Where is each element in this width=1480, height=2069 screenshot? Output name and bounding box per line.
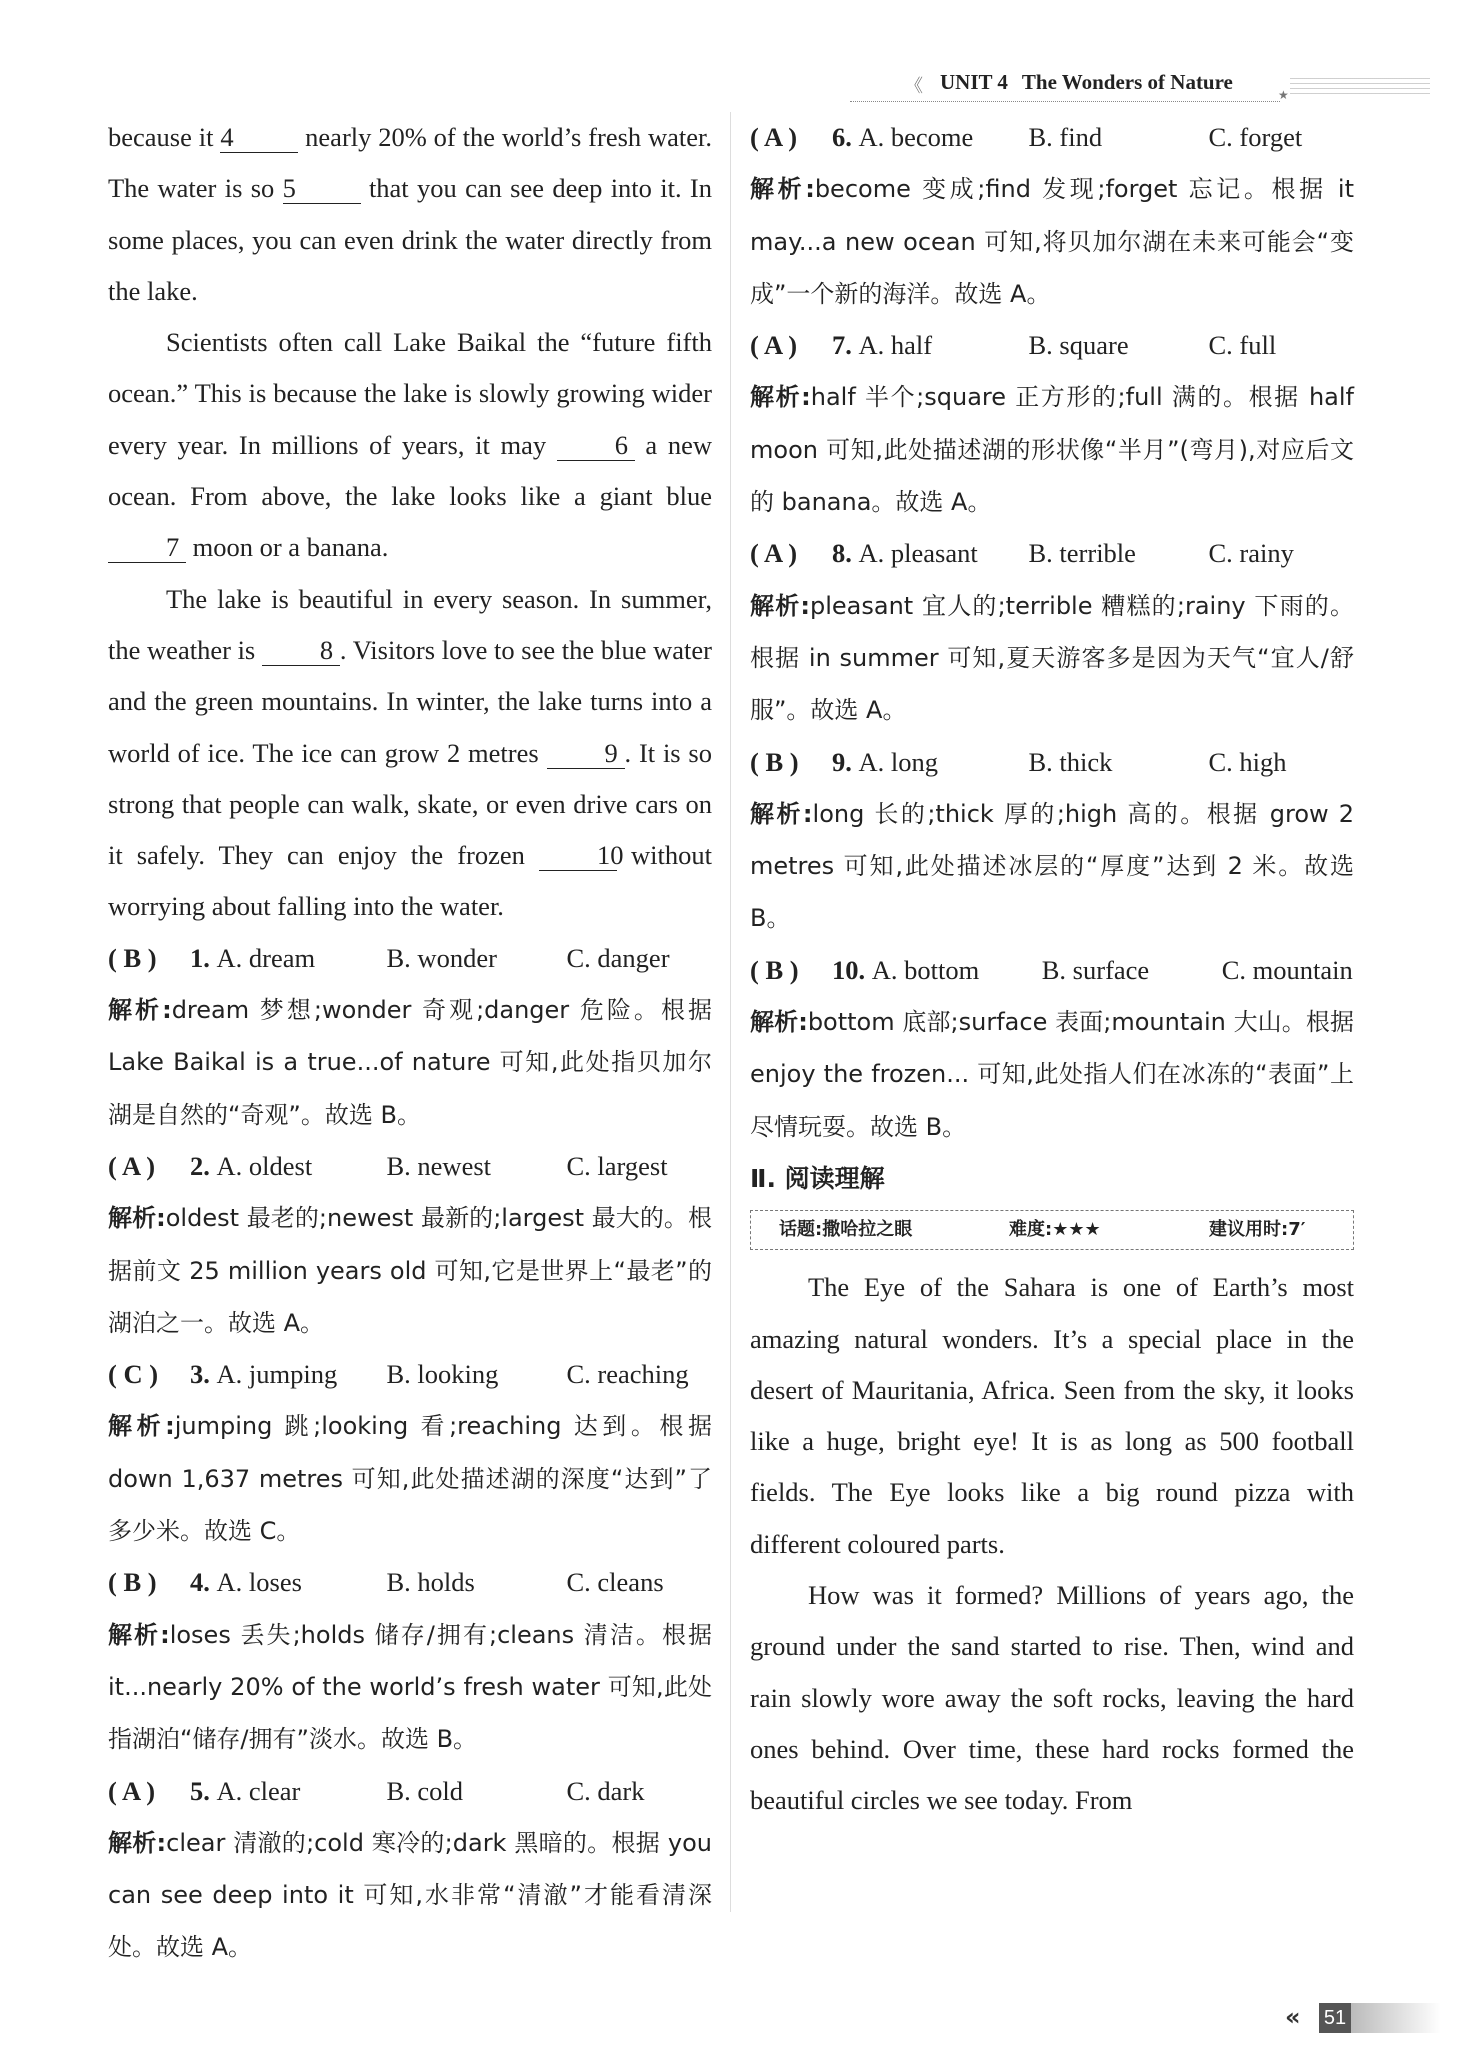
blank-5: 5 — [283, 173, 361, 204]
topic-info-box — [750, 1210, 1354, 1250]
question-6: ( A ) 6. A. become B. find C. forget 解析:become 变成;find 发现;forget 忘记。根据 it may...a new ocean 可知,将贝加尔湖在未来可能会“变成”一个新的海洋。故选 A。 — [750, 112, 1354, 320]
question-1: ( B ) 1. A. dream B. wonder C. danger 解析:dream 梦想;wonder 奇观;danger 危险。根据 Lake Baikal is a true...of nature 可知,此处指贝加尔湖是自然的“奇观”。故选 B。 — [108, 933, 712, 1141]
question-7: ( A ) 7. A. half B. square C. full 解析:half 半个;square 正方形的;full 满的。根据 half moon 可知,此处描述湖的形状像“半月”(弯月),对应后文的 banana。故选 A。 — [750, 320, 1354, 528]
difficulty-label: 难度:★★★ — [1009, 1219, 1101, 1241]
answer-key: ( A ) — [750, 122, 798, 152]
answer-key: ( B ) — [108, 1567, 157, 1598]
page-number: « 51 — [1285, 2003, 1445, 2033]
answer-key: ( A ) — [750, 538, 798, 569]
question-10: ( B ) 10. A. bottom B. surface C. mountain 解析:bottom 底部;surface 表面;mountain 大山。根据 enjoy the frozen... 可知,此处指人们在冰冻的“表面”上尽情玩耍。故选 B。 — [750, 945, 1354, 1153]
explanation: loses 丢失;holds 储存/拥有;cleans 清洁。根据 it...nearly 20% of the world’s fresh water 可知,此处指湖泊“储存/拥有”淡水。故选 B。 — [108, 1620, 712, 1754]
left-column — [108, 112, 712, 1974]
answer-key: ( B ) — [750, 746, 799, 777]
explanation: dream 梦想;wonder 奇观;danger 危险。根据 Lake Baikal is a true...of nature 可知,此处指贝加尔湖是自然的“奇观”。故选 B。 — [108, 996, 712, 1129]
question-2: ( A ) 2. A. oldest B. newest C. largest 解析:oldest 最老的;newest 最新的;largest 最大的。根据前文 25 million years old 可知,它是世界上“最老”的湖泊之一。故选 A。 — [108, 1141, 712, 1349]
explanation: bottom 底部;surface 表面;mountain 大山。根据 enjoy the frozen... 可知,此处指人们在冰冻的“表面”上尽情玩耍。故选 B。 — [750, 1008, 1354, 1141]
passage-paragraph-1: because it 4 nearly 20% of the world’s fresh water. The water is so 5 that you can see deep into it. In some places, you can even drink the water directly from the lake. — [108, 122, 713, 306]
section-title: Ⅱ. 阅读理解 — [750, 1163, 885, 1193]
star-icon: ★ — [1278, 88, 1289, 102]
blank-10: 10 — [539, 840, 617, 871]
question-5: ( A ) 5. A. clear B. cold C. dark 解析:clear 清澈的;cold 寒冷的;dark 黑暗的。根据 you can see deep into it 可知,水非常“清澈”才能看清深处。故选 A。 — [108, 1766, 712, 1974]
passage-paragraph-3: The lake is beautiful in every season. In summer, the weather is 8 . Visitors love to see the blue water and the green mountains. In winter, the lake turns into a world of ice. The ice can grow 2 metres 9 . It is so strong that people can walk, skate, or even drive cars on it safely. They can enjoy the frozen 10 without worrying about falling into the water. — [108, 583, 713, 922]
header-rule — [850, 101, 1280, 102]
double-left-chevron-icon: « — [1285, 2003, 1301, 2031]
question-3: ( C ) 3. A. jumping B. looking C. reaching 解析:jumping 跳;looking 看;reaching 达到。根据 down 1,637 metres 可知,此处描述湖的深度“达到”了多少米。故选 C。 — [108, 1349, 712, 1557]
explanation: pleasant 宜人的;terrible 糟糕的;rainy 下雨的。根据 in summer 可知,夏天游客多是因为天气“宜人/舒服”。故选 A。 — [750, 591, 1354, 725]
answer-key: ( A ) — [108, 1775, 156, 1806]
question-8: ( A ) 8. A. pleasant B. terrible C. rainy 解析:pleasant 宜人的;terrible 糟糕的;rainy 下雨的。根据 in summer 可知,夏天游客多是因为天气“宜人/舒服”。故选 A。 — [750, 528, 1354, 736]
passage-paragraph-2: Scientists often call Lake Baikal the “future fifth ocean.” This is because the lake is slowly growing wider every year. In millions of years, it may 6 a new ocean. From above, the lake looks like a giant blue 7 moon or a banana. — [108, 327, 712, 563]
reading-paragraph-2: How was it formed? Millions of years ago, the ground under the sand started to rise. Then, wind and rain slowly wore away the soft rocks, leaving the hard ones behind. Over time, these hard rocks formed the beautiful circles we see today. From — [750, 1580, 1354, 1816]
reading-paragraph-1: The Eye of the Sahara is one of Earth’s most amazing natural wonders. It’s a special place in the desert of Mauritania, Africa. Seen from the sky, it looks like a huge, bright eye! It is as long as 500 football fields. The Eye looks like a big round pizza with different coloured parts. — [750, 1272, 1354, 1559]
blank-6: 6 — [557, 430, 635, 461]
explanation: jumping 跳;looking 看;reaching 达到。根据 down 1,637 metres 可知,此处描述湖的深度“达到”了多少米。故选 C。 — [108, 1412, 712, 1546]
answer-key: ( B ) — [750, 954, 799, 985]
answer-key: ( B ) — [108, 942, 157, 973]
explanation: long 长的;thick 厚的;high 高的。根据 grow 2 metres 可知,此处描述冰层的“厚度”达到 2 米。故选 B。 — [750, 799, 1354, 933]
blank-9: 9 — [547, 738, 625, 769]
page-header — [850, 66, 1430, 106]
question-4: ( B ) 4. A. loses B. holds C. cleans 解析:loses 丢失;holds 储存/拥有;cleans 清洁。根据 it...nearly 20% of the world’s fresh water 可知,此处指湖泊“储存/拥有”淡水。故选 B。 — [108, 1557, 712, 1765]
blank-8: 8 — [262, 635, 340, 666]
blank-4: 4 — [220, 122, 298, 153]
explanation: become 变成;find 发现;forget 忘记。根据 it may...a new ocean 可知,将贝加尔湖在未来可能会“变成”一个新的海洋。故选 A。 — [750, 175, 1354, 308]
explanation: oldest 最老的;newest 最新的;largest 最大的。根据前文 25 million years old 可知,它是世界上“最老”的湖泊之一。故选 A。 — [108, 1204, 713, 1337]
header-stripes — [1290, 78, 1430, 98]
column-divider — [730, 112, 731, 1912]
right-column — [750, 112, 1354, 1827]
question-9: ( B ) 9. A. long B. thick C. high 解析:long 长的;thick 厚的;high 高的。根据 grow 2 metres 可知,此处描述冰层的“厚度”达到 2 米。故选 B。 — [750, 737, 1354, 945]
explanation: half 半个;square 正方形的;full 满的。根据 half moon 可知,此处描述湖的形状像“半月”(弯月),对应后文的 banana。故选 A。 — [750, 383, 1354, 517]
explanation: clear 清澈的;cold 寒冷的;dark 黑暗的。根据 you can see deep into it 可知,水非常“清澈”才能看清深处。故选 A。 — [108, 1828, 712, 1962]
blank-7: 7 — [108, 532, 186, 563]
topic-label: 话题:撒哈拉之眼 — [779, 1219, 913, 1241]
time-label: 建议用时:7′ — [1209, 1219, 1306, 1241]
answer-key: ( A ) — [108, 1150, 156, 1181]
answer-key: ( A ) — [750, 330, 798, 361]
double-chevron-icon: 《 — [905, 76, 923, 97]
header-title: UNIT 4 The Wonders of Nature — [940, 70, 1233, 94]
answer-key: ( C ) — [108, 1359, 159, 1390]
